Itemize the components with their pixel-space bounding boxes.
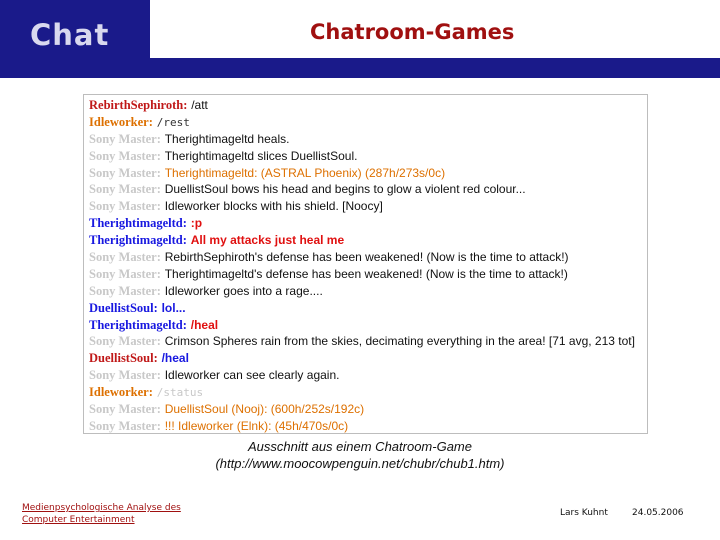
course-link[interactable]	[22, 502, 181, 526]
chat-line	[84, 367, 647, 384]
chat-speaker: Sony Master:	[89, 283, 161, 298]
chat-line	[84, 401, 647, 418]
chat-message: /att	[191, 98, 208, 112]
chat-line	[84, 300, 647, 317]
chat-line	[84, 283, 647, 300]
chat-message: Therightimageltd: (ASTRAL Phoenix) (287h/273s/0c)	[164, 165, 446, 180]
chat-message: Idleworker can see clearly again.	[164, 368, 340, 383]
chat-message: Idleworker blocks with his shield. [Noocy]	[164, 199, 383, 214]
chat-speaker: Therightimageltd:	[89, 216, 187, 231]
chat-speaker: Idleworker:	[89, 385, 153, 400]
chat-speaker: DuellistSoul:	[89, 300, 158, 315]
footer-author: Lars Kuhnt	[560, 508, 608, 518]
section-badge	[0, 0, 150, 78]
chat-line	[84, 232, 647, 249]
chat-message: Crimson Spheres rain from the skies, decimating everything in the area! [71 avg, 213 tot]	[164, 334, 635, 349]
chat-line	[84, 384, 647, 401]
chat-line	[84, 97, 647, 114]
chat-speaker: RebirthSephiroth:	[89, 98, 188, 112]
chat-speaker: Sony Master:	[89, 165, 161, 180]
chat-line	[84, 181, 647, 198]
footer-date: 24.05.2006	[632, 508, 684, 518]
chat-message: All my attacks just heal me	[190, 233, 345, 248]
chat-line	[84, 418, 647, 434]
chat-line	[84, 165, 647, 182]
caption-line-1: Ausschnitt aus einem Chatroom-Game	[248, 439, 472, 454]
chat-line	[84, 249, 647, 266]
chat-line	[84, 215, 647, 232]
header-bar	[150, 61, 720, 78]
chat-speaker: Therightimageltd:	[89, 317, 187, 332]
chat-message: /rest	[156, 115, 190, 129]
chat-line	[84, 266, 647, 283]
chat-speaker: Idleworker:	[89, 114, 153, 129]
chat-line	[84, 148, 647, 165]
chat-message: Therightimageltd slices DuellistSoul.	[164, 148, 358, 163]
chat-speaker: Sony Master:	[89, 402, 161, 417]
chat-speaker: Sony Master:	[89, 334, 161, 349]
chat-line	[84, 350, 647, 367]
chat-line	[84, 198, 647, 215]
course-link-line-1: Medienpsychologische Analyse des	[22, 503, 181, 513]
chat-message: :p	[190, 216, 203, 231]
slide-header	[0, 0, 720, 78]
chat-speaker: Sony Master:	[89, 418, 161, 433]
chat-speaker: Therightimageltd:	[89, 233, 187, 248]
chat-message: /heal	[161, 351, 189, 366]
chat-message: /status	[156, 386, 204, 400]
chat-message: DuellistSoul (Nooj): (600h/252s/192c)	[164, 402, 365, 417]
caption-line-2: (http://www.moocowpenguin.net/chubr/chub1.htm)	[215, 456, 505, 471]
chat-message: RebirthSephiroth's defense has been weakened! (Now is the time to attack!)	[164, 250, 569, 265]
chat-line	[84, 131, 647, 148]
chat-speaker: Sony Master:	[89, 266, 161, 281]
chat-speaker: Sony Master:	[89, 199, 161, 214]
chat-message: lol...	[161, 300, 186, 315]
chat-message: !!! Idleworker (Elnk): (45h/470s/0c)	[164, 418, 349, 433]
chat-line	[84, 333, 647, 350]
chat-message: Idleworker goes into a rage....	[164, 283, 323, 298]
chat-message: Therightimageltd heals.	[164, 131, 290, 146]
chat-line	[84, 114, 647, 131]
chat-line	[84, 317, 647, 334]
chat-message: Therightimageltd's defense has been weakened! (Now is the time to attack!)	[164, 266, 568, 281]
chat-speaker: DuellistSoul:	[89, 351, 158, 366]
course-link-line-2: Computer Entertainment	[22, 515, 135, 525]
chat-log-screenshot	[83, 94, 648, 434]
chat-speaker: Sony Master:	[89, 368, 161, 383]
section-label: Chat	[30, 18, 110, 52]
slide-title: Chatroom-Games	[310, 20, 515, 44]
chat-speaker: Sony Master:	[89, 131, 161, 146]
chat-message: DuellistSoul bows his head and begins to glow a violent red colour...	[164, 182, 526, 197]
chat-message: /heal	[190, 317, 219, 332]
chat-speaker: Sony Master:	[89, 148, 161, 163]
chat-speaker: Sony Master:	[89, 182, 161, 197]
chat-speaker: Sony Master:	[89, 250, 161, 265]
